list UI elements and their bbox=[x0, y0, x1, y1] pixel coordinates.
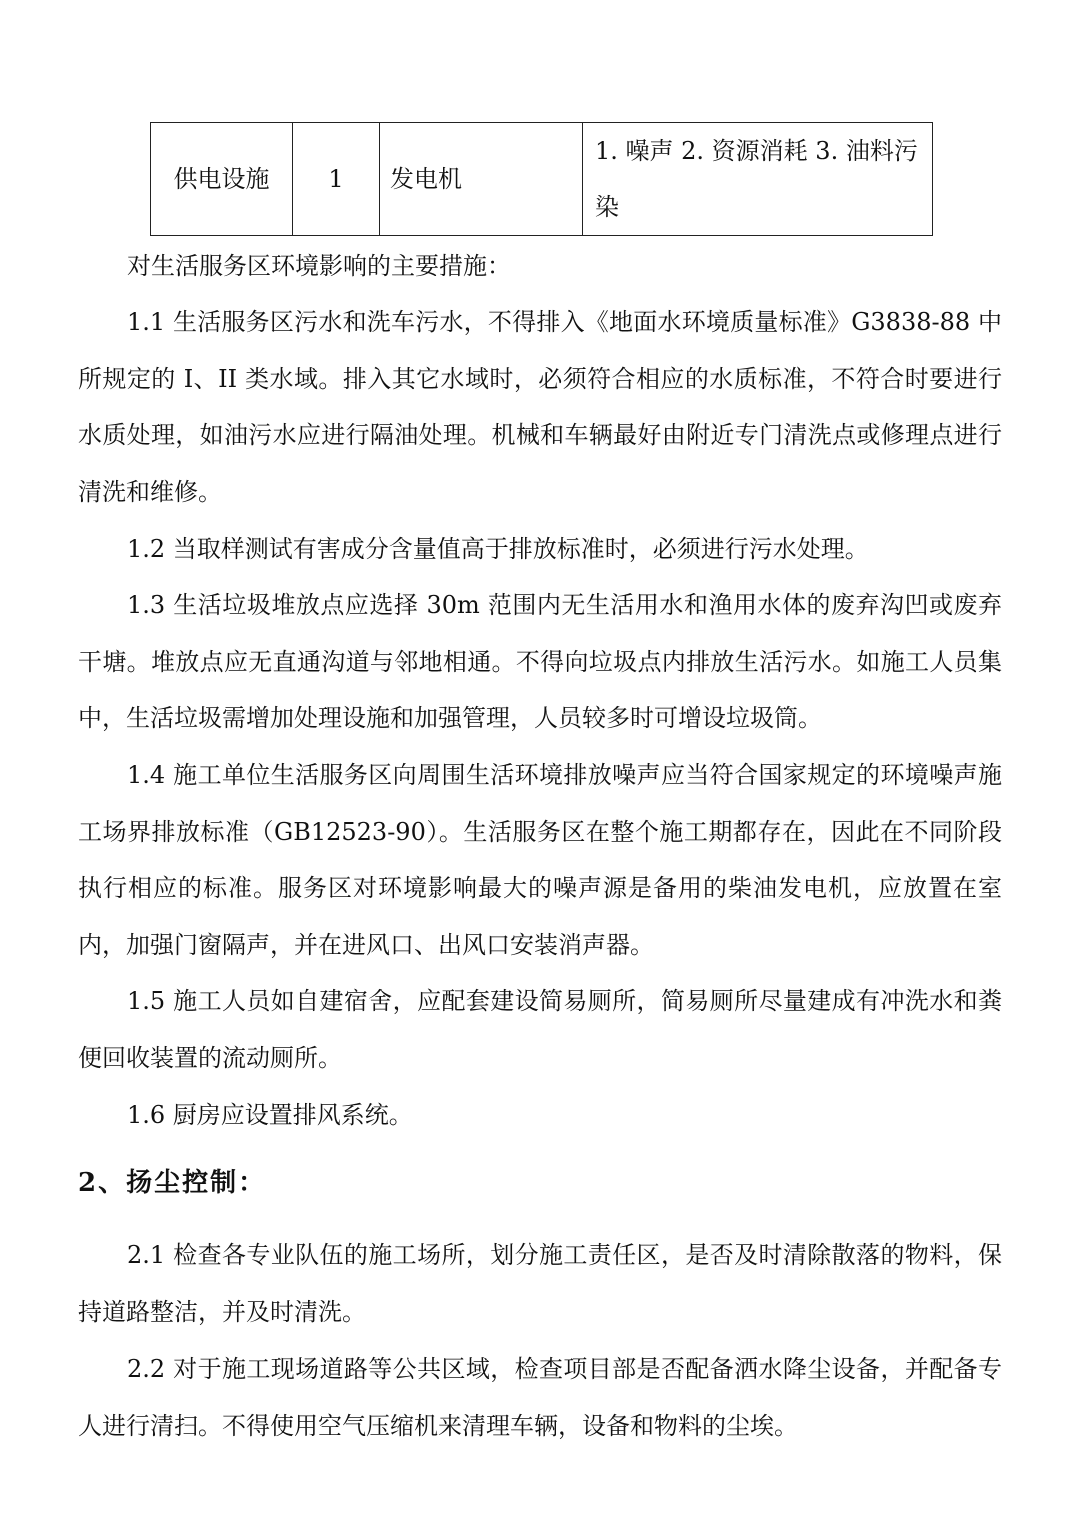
paragraph-1-1: 1.1 生活服务区污水和洗车污水，不得排入《地面水环境质量标准》G3838-88 中所规定的 I、II 类水域。排入其它水域时，必须符合相应的水质标准，不符合时要进行水质处理，如油污水应进行隔油处理。机械和车辆最好由附近专门清洗点或修理点进行清洗和维修。 bbox=[78, 308, 1002, 506]
table-row bbox=[151, 123, 933, 236]
section-heading-dust-control: 2、扬尘控制： bbox=[78, 1168, 267, 1198]
category-cell: 供电设施 bbox=[151, 123, 293, 236]
equipment-cell: 发电机 bbox=[380, 123, 583, 236]
paragraph-1-5: 1.5 施工人员如自建宿舍，应配套建设简易厕所，简易厕所尽量建成有冲洗水和粪便回收装置的流动厕所。 bbox=[78, 987, 1002, 1072]
paragraph-1-4: 1.4 施工单位生活服务区向周围生活环境排放噪声应当符合国家规定的环境噪声施工场界排放标准（GB12523-90）。生活服务区在整个施工期都存在，因此在不同阶段执行相应的标准。服务区对环境影响最大的噪声源是备用的柴油发电机，应放置在室内，加强门窗隔声，并在进风口、出风口安装消声器。 bbox=[78, 761, 1002, 959]
paragraph-1-6: 1.6 厨房应设置排风系统。 bbox=[127, 1101, 413, 1129]
paragraph-1-2: 1.2 当取样测试有害成分含量值高于排放标准时，必须进行污水处理。 bbox=[127, 535, 869, 563]
impact-cell: 1. 噪声 2. 资源消耗 3. 油料污染 bbox=[583, 123, 933, 236]
paragraph-2-2: 2.2 对于施工现场道路等公共区域，检查项目部是否配备洒水降尘设备，并配备专人进行清扫。不得使用空气压缩机来清理车辆，设备和物料的尘埃。 bbox=[78, 1355, 1002, 1440]
environment-impact-table bbox=[150, 122, 933, 236]
intro-paragraph: 对生活服务区环境影响的主要措施： bbox=[127, 252, 511, 280]
number-cell: 1 bbox=[293, 123, 380, 236]
paragraph-2-1: 2.1 检查各专业队伍的施工场所，划分施工责任区，是否及时清除散落的物料，保持道路整洁，并及时清洗。 bbox=[78, 1241, 1002, 1326]
paragraph-1-3: 1.3 生活垃圾堆放点应选择 30m 范围内无生活用水和渔用水体的废弃沟凹或废弃干塘。堆放点应无直通沟道与邻地相通。不得向垃圾点内排放生活污水。如施工人员集中，生活垃圾需增加处理设施和加强管理，人员较多时可增设垃圾筒。 bbox=[78, 591, 1002, 733]
